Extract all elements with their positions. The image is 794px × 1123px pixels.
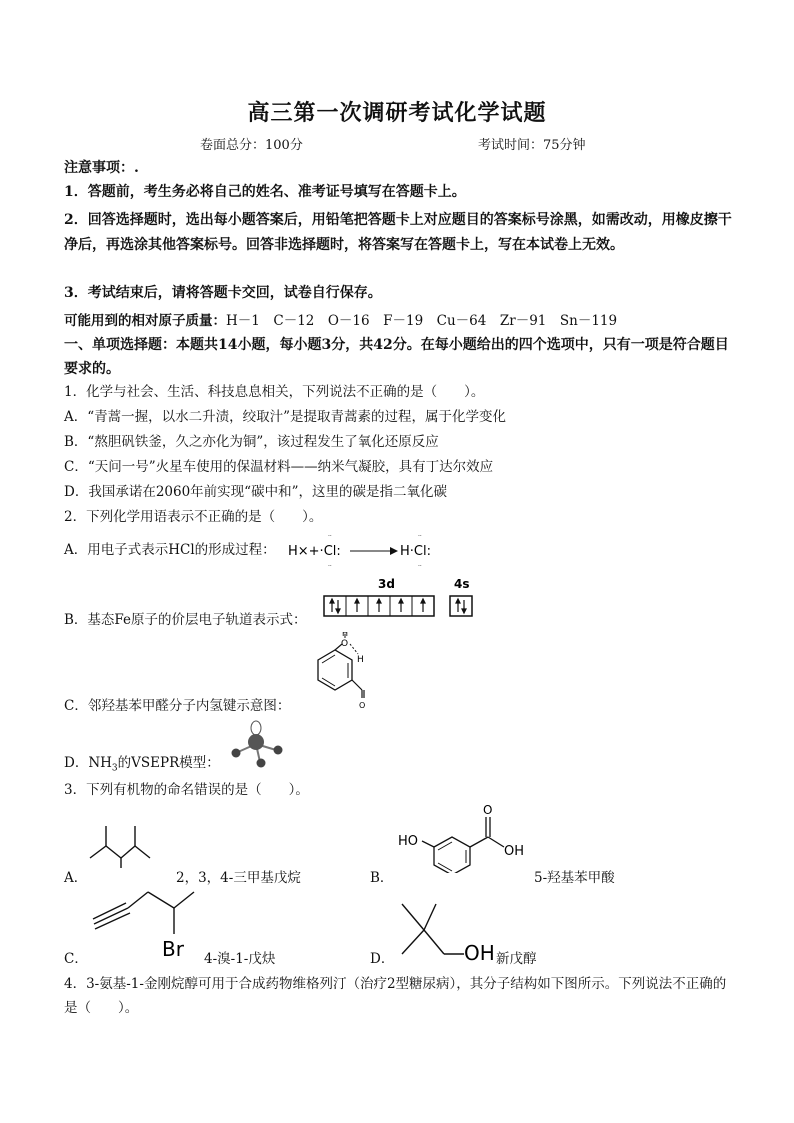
c-cho-bond xyxy=(352,680,362,690)
arrow-head xyxy=(390,547,398,555)
dots-bottom-2: ·· xyxy=(418,563,422,570)
q2-d-sub: 3 xyxy=(111,763,118,774)
label-3d: 3d xyxy=(378,577,395,591)
double-bond xyxy=(438,863,452,871)
orbital-svg xyxy=(320,576,490,622)
note-1: 1．答题前，考生务必将自己的姓名、准考证号填写在答题卡上。 xyxy=(64,184,466,200)
q2-option-a: A．用电子式表示HCl的形成过程： xyxy=(64,542,276,558)
salicylaldehyde-structure xyxy=(290,632,380,716)
note-2: 2．回答选择题时，选出每小题答案后，用铅笔把答题卡上对应题目的答案标号涂黑，如需改动，用橡皮擦干净后，再选涂其他答案标号。回答非选择题时，将答案写在答题卡上，写在本试卷上无效。 xyxy=(64,212,732,253)
label-h-hydroxyl: H xyxy=(342,632,349,638)
neopentanol-svg xyxy=(396,900,496,964)
total-score: 卷面总分：100分 xyxy=(200,138,303,153)
q2-d-suffix: 的VSEPR模型： xyxy=(117,755,220,771)
q1-option-a: A．“青蒿一握，以水二升渍，绞取汁”是提取青蒿素的过程，属于化学变化 xyxy=(64,409,507,425)
label-br: Br xyxy=(162,937,184,961)
bromopentyne-svg xyxy=(90,886,210,966)
q2-option-b: B．基态Fe原子的价层电子轨道表示式： xyxy=(64,612,307,628)
trimethylpentane-svg xyxy=(88,820,168,870)
fe-orbital-diagram xyxy=(320,576,490,626)
q1-stem: 1．化学与社会、生活、科技息息相关，下列说法不正确的是（ ）。 xyxy=(64,384,485,400)
main-chain xyxy=(90,846,150,858)
q2-stem: 2．下列化学用语表示不正确的是（ ）。 xyxy=(64,509,323,525)
label-oh: OH xyxy=(504,844,525,859)
chain xyxy=(174,892,194,908)
hydrogen-atom xyxy=(232,749,241,758)
c-oh-bond xyxy=(422,841,434,847)
atomic-mass-label: 可能用到的相对原子质量： xyxy=(64,313,226,329)
q2-a-formula xyxy=(288,530,448,574)
benzene-ring xyxy=(318,650,352,690)
nitrogen-atom xyxy=(248,734,264,750)
q3-b-structure xyxy=(396,803,536,877)
lone-pair xyxy=(251,721,261,735)
label-o-hydroxyl: O xyxy=(341,639,349,649)
label-o: O xyxy=(483,803,493,817)
q2-a-formula-right: H·Cl: xyxy=(400,544,431,559)
hydrogen-atom xyxy=(257,759,266,768)
q3-d-name: 新戊醇 xyxy=(496,951,537,967)
orbital-4s-box xyxy=(450,596,472,616)
c-cooh-bond xyxy=(470,837,488,847)
q3-c-name: 4-溴-1-戊炔 xyxy=(204,951,276,967)
page-title: 高三第一次调研考试化学试题 xyxy=(247,100,547,126)
hydroxybenzoic-acid-svg xyxy=(396,803,536,873)
dots-top-2: ·· xyxy=(418,533,422,540)
label-o-aldehyde: O xyxy=(359,701,366,710)
notes-heading: 注意事项：. xyxy=(64,160,139,176)
bond xyxy=(424,930,444,954)
q1-option-c: C．“天问一号”火星车使用的保温材料——纳米气凝胶，具有丁达尔效应 xyxy=(64,459,494,475)
bond xyxy=(424,904,436,930)
q2-option-c: C．邻羟基苯甲醛分子内氢键示意图： xyxy=(64,698,291,714)
q3-d-structure xyxy=(396,900,496,968)
q3-a-structure xyxy=(88,820,168,874)
q3-b-letter: B． xyxy=(370,870,394,886)
double-bond xyxy=(322,678,335,686)
q1-option-b: B．“熬胆矾铁釜，久之亦化为铜”，该过程发生了氧化还原反应 xyxy=(64,434,439,450)
label-oh: OH xyxy=(464,941,495,964)
q2-option-d xyxy=(64,754,220,778)
hydrogen-bond xyxy=(350,644,358,654)
chain xyxy=(148,892,174,908)
hcl-formation-svg xyxy=(288,530,448,570)
dots-bottom-1: ·· xyxy=(328,563,332,570)
q3-a-letter: A． xyxy=(64,870,88,886)
q2-d-prefix: D．NH xyxy=(64,755,112,771)
atomic-mass-values: H－1 C－12 O－16 F－19 Cu－64 Zr－91 Sn－119 xyxy=(226,313,618,329)
q3-a-name: 2，3，4-三甲基戊烷 xyxy=(176,870,301,886)
atomic-mass-line xyxy=(64,309,617,329)
chain xyxy=(128,892,148,908)
q3-c-structure xyxy=(90,886,210,970)
label-4s: 4s xyxy=(454,577,470,591)
label-h-aldehyde: H xyxy=(357,655,364,665)
note-3: 3．考试结束后，请将答题卡交回，试卷自行保存。 xyxy=(64,285,382,301)
q3-stem: 3．下列有机物的命名错误的是（ ）。 xyxy=(64,782,309,798)
q2-a-formula-left: H×+·Cl: xyxy=(288,544,341,559)
q3-c-letter: C． xyxy=(64,951,88,967)
exam-time: 考试时间：75分钟 xyxy=(478,138,586,153)
section1-heading: 一、单项选择题：本题共14小题，每小题3分，共42分。在每小题给出的四个选项中，只有一项是符合题目要求的。 xyxy=(64,337,729,377)
salicylaldehyde-svg xyxy=(290,632,380,712)
q4-stem: 4．3-氨基-1-金刚烷醇可用于合成药物维格列汀（治疗2型糖尿病），其分子结构如下图所示。下列说法不正确的是（ ）。 xyxy=(64,976,727,1016)
c-oh-acid-bond xyxy=(488,837,504,847)
q3-b-name: 5-羟基苯甲酸 xyxy=(534,870,615,886)
bond xyxy=(402,904,424,930)
q1-option-d: D．我国承诺在2060年前实现“碳中和”，这里的碳是指二氧化碳 xyxy=(64,484,447,500)
bond xyxy=(402,930,424,954)
label-ho: HO xyxy=(398,834,419,849)
nh3-model-svg xyxy=(226,718,286,768)
hydrogen-atom xyxy=(274,746,283,755)
dots-top-1: ·· xyxy=(328,533,332,540)
electron-arrows xyxy=(330,599,466,613)
q3-d-letter: D． xyxy=(370,951,395,967)
nh3-vsepr-model xyxy=(226,718,286,772)
